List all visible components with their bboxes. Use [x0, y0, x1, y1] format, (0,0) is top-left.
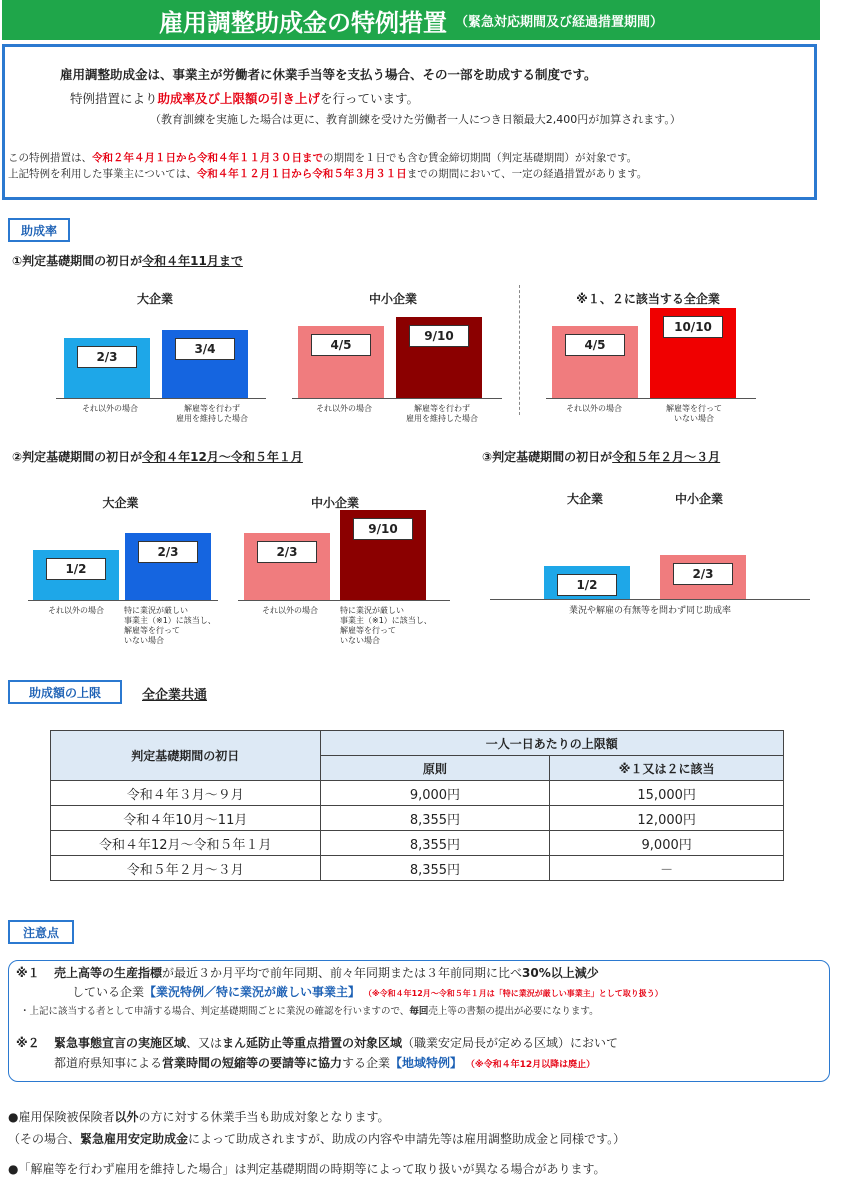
note1-line3 — [20, 1003, 599, 1017]
note1-f: （※令和４年12月～令和５年１月は「特に業況が厳しい事業主」として取り扱う） — [363, 989, 663, 998]
row-special: 9,000円 — [550, 831, 784, 856]
note2-i: （※令和４年12月以降は廃止） — [465, 1060, 596, 1070]
row-period: 令和４年３月～９月 — [51, 781, 321, 806]
row-special: － — [550, 856, 784, 881]
rate-label-1-3: 4/5 — [311, 334, 371, 356]
note1-e: 【業況特例／特に業況が厳しい事業主】 — [144, 985, 361, 999]
page-subtitle: （緊急対応期間及び経過措置期間） — [454, 14, 663, 30]
note1-i: 売上等の書類の提出が必要になります。 — [428, 1006, 599, 1017]
s1-cap-large-other: それ以外の場合 — [82, 404, 138, 413]
row-base: 8,355円 — [320, 856, 550, 881]
note1-g: ・上記に該当する者として申請する場合、判定基礎期間ごとに業況の確認を行いますので、 — [20, 1006, 410, 1017]
row-base: 9,000円 — [320, 781, 550, 806]
footer2-c: によって助成されますが、助成の内容や申請先等は雇用調整助成金と同様です。） — [188, 1132, 626, 1146]
footer1-b: 以外 — [114, 1110, 139, 1124]
intro-line5-c: までの期間において、一定の経過措置があります。 — [406, 168, 648, 180]
note2-h: 【地域特例】 — [390, 1056, 463, 1070]
note2-line1 — [54, 1034, 618, 1051]
section1-period: 令和４年11月まで — [142, 254, 243, 268]
s1-cap-all-nodismiss: 解雇等を行って いない場合 — [666, 404, 722, 423]
footer1-c: の方に対する休業手当も助成対象となります。 — [138, 1110, 390, 1124]
note2-c: まん延防止等重点措置の対象区域 — [222, 1036, 403, 1050]
chart-baseline — [28, 600, 218, 601]
rate-label-1-2: 3/4 — [175, 338, 235, 360]
table-row — [51, 806, 784, 831]
row-special: 15,000円 — [550, 781, 784, 806]
chart-baseline — [490, 599, 810, 600]
rate-label-3-2: 2/3 — [673, 563, 733, 585]
note1-a: 売上高等の生産指標 — [54, 966, 163, 980]
note1-h: 毎回 — [409, 1006, 429, 1017]
rate-label-2-1: 1/2 — [46, 558, 106, 580]
s2-cap-large-severe: 特に業況が厳しい 事業主（※1）に該当し、 解雇等を行って いない場合 — [124, 606, 216, 645]
note2-f: 営業時間の短縮等の要請等に協力 — [162, 1056, 343, 1070]
s2-cap-sme-severe: 特に業況が厳しい 事業主（※1）に該当し、 解雇等を行って いない場合 — [340, 606, 432, 645]
footer1-a: ●雇用保険被保険者 — [8, 1110, 115, 1124]
note1-line2 — [72, 983, 663, 1000]
intro-line5-a: 上記特例を利用した事業主については、 — [8, 168, 197, 180]
limit-subtitle: 全企業共通 — [142, 688, 208, 703]
s3-group-sme: 中小企業 — [674, 492, 723, 506]
s1-group-sme: 中小企業 — [368, 292, 417, 306]
footer-line2 — [8, 1130, 625, 1147]
intro-line3: （教育訓練を実施した場合は更に、教育訓練を受けた労働者一人につき日額最大2,400円が加算されます。） — [150, 113, 681, 126]
intro-line4-a: この特例措置は、 — [8, 152, 92, 164]
section2-period: 令和４年12月～令和５年１月 — [142, 450, 303, 464]
note1-c: 30%以上減少 — [522, 966, 599, 980]
s2-cap-sme-other: それ以外の場合 — [262, 606, 318, 615]
note2-line2 — [54, 1054, 595, 1071]
s1-group-all: ※１、２に該当する全企業 — [576, 292, 720, 306]
table-row — [51, 856, 784, 881]
s2-group-large: 大企業 — [102, 496, 139, 510]
intro-line4-c: の期間を１日でも含む賃金締切期間（判定基礎期間）が対象です。 — [323, 152, 638, 164]
s1-cap-sme-keep: 解雇等を行わず 雇用を維持した場合 — [406, 404, 478, 423]
rate-tag: 助成率 — [8, 218, 70, 242]
rate-label-1-4: 9/10 — [409, 325, 469, 347]
note2-mark: ※２ — [16, 1036, 40, 1050]
footer-line1 — [8, 1108, 390, 1125]
s1-group-large: 大企業 — [136, 292, 173, 306]
intro-line1: 雇用調整助成金は、事業主が労働者に休業手当等を支払う場合、その一部を助成する制度です。 — [60, 67, 597, 82]
rate-label-1-6: 10/10 — [663, 316, 723, 338]
limit-table — [50, 730, 784, 881]
note2-d: （職業安定局長が定める区域）において — [402, 1036, 619, 1050]
s1-cap-sme-other: それ以外の場合 — [316, 404, 372, 413]
intro-line2-c: を行っています。 — [320, 91, 420, 106]
intro-line2-a: 特例措置により — [70, 91, 158, 106]
rate-label-3-1: 1/2 — [557, 574, 617, 596]
note1-mark: ※１ — [16, 966, 40, 980]
table-row — [51, 831, 784, 856]
row-period: 令和４年10月～11月 — [51, 806, 321, 831]
section3-prefix: ③判定基礎期間の初日が — [482, 450, 613, 464]
chart-baseline — [238, 600, 450, 601]
intro-line4-emph: 令和２年４月１日から令和４年１１月３０日まで — [92, 152, 323, 164]
note1-line1 — [54, 964, 599, 981]
row-base: 8,355円 — [320, 806, 550, 831]
intro-line5-emph: 令和４年１２月１日から令和５年３月３１日 — [196, 168, 407, 180]
note2-g: する企業 — [342, 1056, 391, 1070]
s2-cap-large-other: それ以外の場合 — [48, 606, 104, 615]
notes-tag: 注意点 — [8, 920, 74, 944]
note2-b: 、又は — [186, 1036, 223, 1050]
note1-b: が最近３か月平均で前年同期、前々年同期または３年前同期に比べ — [162, 966, 523, 980]
rate-label-2-2: 2/3 — [138, 541, 198, 563]
limit-tag: 助成額の上限 — [8, 680, 122, 704]
footer2-b: 緊急雇用安定助成金 — [80, 1132, 189, 1146]
rate-label-2-4: 9/10 — [353, 518, 413, 540]
s2-group-sme: 中小企業 — [310, 496, 359, 510]
section1-prefix: ①判定基礎期間の初日が — [12, 254, 143, 268]
s3-cap-same: 業況や解雇の有無等を問わず同じ助成率 — [568, 606, 731, 616]
row-base: 8,355円 — [320, 831, 550, 856]
section3-period: 令和５年２月～３月 — [612, 450, 721, 464]
rate-label-2-3: 2/3 — [257, 541, 317, 563]
rate-label-1-5: 4/5 — [565, 334, 625, 356]
note2-a: 緊急事態宣言の実施区域 — [54, 1036, 187, 1050]
limit-head-period: 判定基礎期間の初日 — [51, 731, 321, 781]
table-row — [51, 781, 784, 806]
s1-cap-all-other: それ以外の場合 — [566, 404, 622, 413]
s3-group-large: 大企業 — [566, 492, 603, 506]
row-period: 令和５年２月～３月 — [51, 856, 321, 881]
page-title: 雇用調整助成金の特例措置 — [158, 8, 447, 37]
limit-head-daily: 一人一日あたりの上限額 — [320, 731, 783, 756]
row-special: 12,000円 — [550, 806, 784, 831]
note1-d: している企業 — [72, 985, 145, 999]
note2-e: 都道府県知事による — [54, 1056, 163, 1070]
section2-prefix: ②判定基礎期間の初日が — [12, 450, 143, 464]
footer2-a: （その場合、 — [8, 1132, 81, 1146]
limit-head-base: 原則 — [320, 756, 550, 781]
limit-head-special: ※１又は２に該当 — [550, 756, 784, 781]
rate-label-1-1: 2/3 — [77, 346, 137, 368]
s1-cap-large-keep: 解雇等を行わず 雇用を維持した場合 — [176, 404, 248, 423]
intro-line2-emph: 助成率及び上限額の引き上げ — [157, 91, 321, 106]
row-period: 令和４年12月～令和５年１月 — [51, 831, 321, 856]
footer-line3: ●「解雇等を行わず雇用を維持した場合」は判定基礎期間の時期等によって取り扱いが異なる場合があります。 — [8, 1162, 606, 1176]
